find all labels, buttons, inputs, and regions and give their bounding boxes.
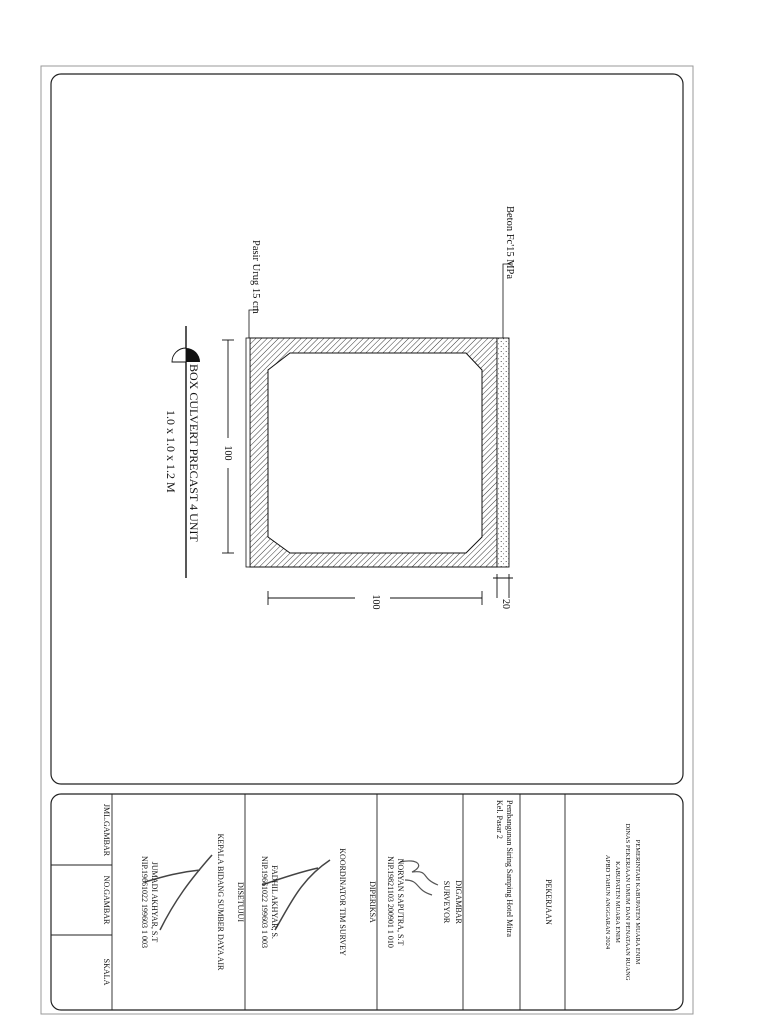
agency-line-4: APBD TAHUN ANGGARAN 2024 [604, 854, 611, 950]
surveyor-nip: NIP.19821103 200901 1 010 [386, 856, 395, 948]
surveyor-label: SURVEYOR [442, 880, 451, 924]
agency-line-3: KABUPATEN MUARA ENIM [614, 861, 621, 943]
drawing-frame [51, 74, 683, 784]
koordinator-name: FADHIL AKHYAR, S. [270, 865, 279, 939]
digambar-header: DIGAMBAR [454, 880, 463, 924]
kepala-label: KEPALA BIDANG SUMBER DAYA AIR [216, 833, 225, 971]
concrete-label: Beton Fc'15 MPa [504, 206, 515, 280]
dimension-base-label: 20 [500, 599, 511, 609]
sand-label: Pasir Urug 15 cm [250, 240, 261, 314]
disetujui-header: DISETUJUI [236, 882, 245, 922]
sand-leader [249, 310, 259, 338]
no-gambar-label: NO.GAMBAR [102, 875, 111, 925]
concrete-base [497, 338, 509, 567]
box-culvert-section [250, 338, 497, 567]
title-block-grid [51, 794, 565, 1010]
koordinator-nip: NIP.19661022 199603 1 003 [260, 855, 269, 949]
dimension-width-label: 100 [370, 594, 381, 610]
dimension-height-label: 100 [222, 445, 233, 461]
sand-bedding [246, 338, 250, 567]
dimension-base [493, 574, 513, 598]
kepala-name: JUMADI AKHYAR, S.T [150, 861, 159, 943]
project-line-1: Pembangunan Siring Samping Hotel Mitra [505, 800, 514, 937]
drawing-title: BOX CULVERT PRECAST 4 UNIT [187, 364, 201, 542]
surveyor-name: NORYAN SAPUTRA, S.T [396, 858, 405, 946]
outer-border [41, 66, 693, 1014]
culvert-wall [250, 338, 497, 567]
skala-label: SKALA [102, 958, 111, 986]
diperiksa-header: DIPERIKSA [368, 881, 377, 923]
agency-line-2: DINAS PEKERJAAN UMUM DAN PENATAAN RUANG [624, 823, 631, 981]
pekerjaan-header: PEKERJAAN [544, 879, 553, 925]
koordinator-label: KOORDINATOR TIM SURVEY [338, 848, 347, 956]
agency-line-1: PEMERINTAH KABUPATEN MUARA ENIM [634, 839, 641, 965]
kepala-nip: NIP.19661022 199603 1 003 [140, 855, 149, 949]
drawing-size: 1.0 x 1.0 x 1.2 M [164, 410, 178, 493]
project-line-2: Kel. Pasar 2 [495, 800, 504, 839]
jml-gambar-label: JML.GAMBAR [102, 803, 111, 857]
